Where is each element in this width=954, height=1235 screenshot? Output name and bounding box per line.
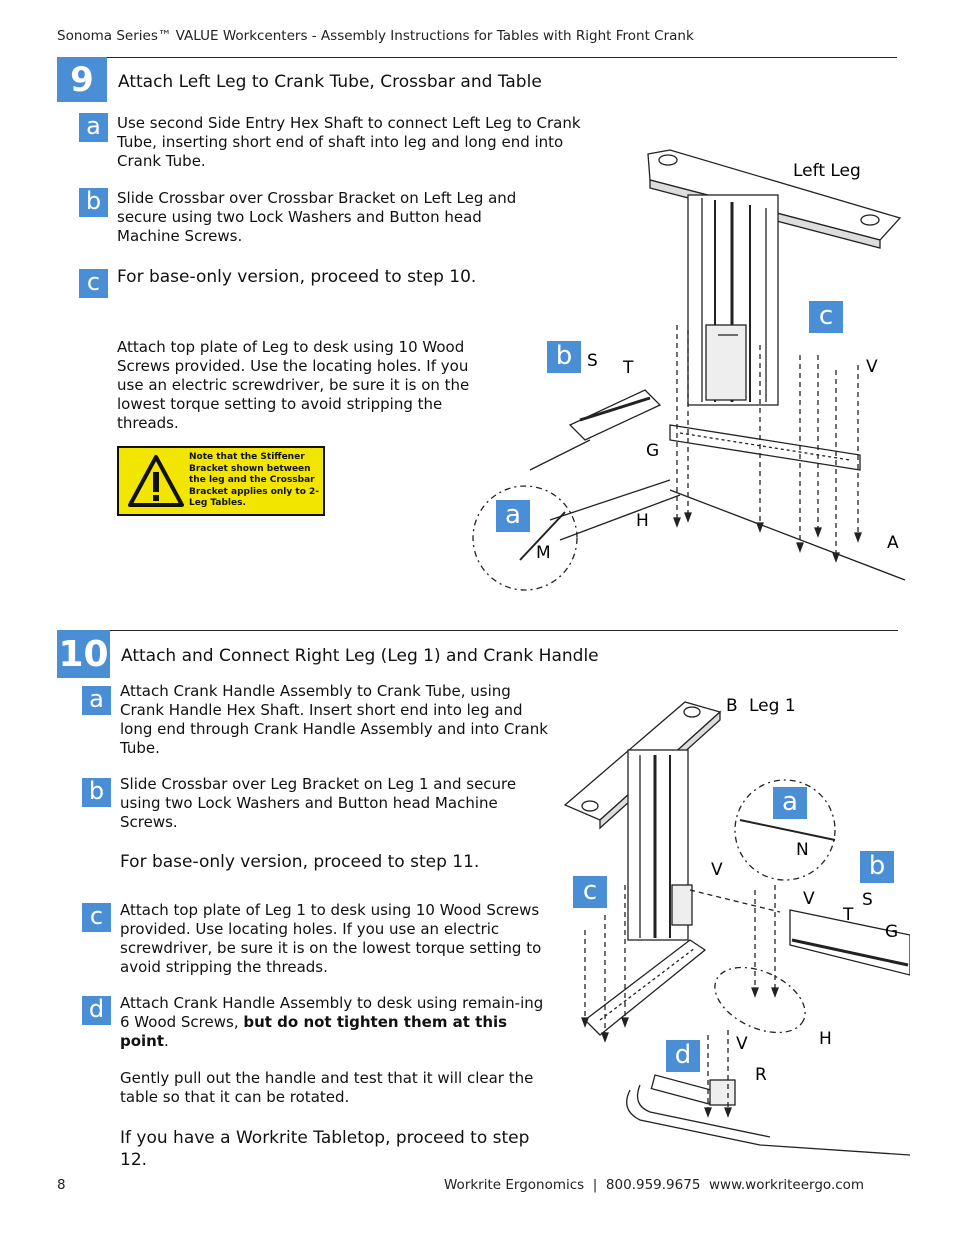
label-g: G — [646, 441, 660, 461]
warning-icon — [127, 454, 185, 508]
step-10-a-text: Attach Crank Handle Assembly to Crank Tube, using Crank Handle Hex Shaft. Insert short end into leg and long end through Crank Handle Assembly and into Crank Tube. — [120, 682, 548, 757]
step-10-d-text-pre: Attach Crank Handle Assembly to desk using remain-ing 6 Wood Screws, — [120, 994, 544, 1031]
step-9-a-text: Use second Side Entry Hex Shaft to connect Left Leg to Crank Tube, inserting short end of shaft into leg and long end into Crank Tube. — [117, 114, 581, 170]
step-10-d-text-bold: but do not tighten them at this point — [120, 1013, 508, 1050]
step-10-d-proceed: If you have a Workrite Tabletop, proceed to step 12. — [120, 1128, 530, 1170]
label-left-leg: Left Leg — [793, 161, 861, 181]
step-10-b-text: Slide Crossbar over Leg Bracket on Leg 1 and secure using two Lock Washers and Button head Machine Screws. — [120, 775, 517, 831]
step-9-a-badge: a — [79, 113, 108, 142]
step-10-rule — [110, 630, 898, 631]
diagram-10-b-badge: b — [860, 851, 894, 883]
step-10-title: Attach and Connect Right Leg (Leg 1) and Crank Handle — [121, 646, 599, 666]
diagram-10-c-badge: c — [573, 876, 607, 908]
footer-company: Workrite Ergonomics | 800.959.9675 www.workriteergo.com — [444, 1177, 865, 1193]
label-t: T — [623, 358, 634, 378]
step-10-d-badge: d — [82, 996, 111, 1025]
label-v1: V — [711, 860, 723, 880]
label-v: V — [866, 357, 878, 377]
label-leg1: Leg 1 — [749, 696, 796, 716]
left-leg-diagram — [470, 140, 910, 600]
step-10-c-text: Attach top plate of Leg 1 to desk using 10 Wood Screws provided. Use locating holes. If you use an electric screwdriver, be sure it is on the lowest torque setting to avoid stripping the threads. — [120, 901, 542, 976]
label-g2: G — [885, 922, 899, 942]
step-10-c-badge: c — [82, 903, 111, 932]
step-10-b-proceed: For base-only version, proceed to step 11. — [120, 852, 480, 872]
step-10-d-text2: Gently pull out the handle and test that it will clear the table so that it can be rotated. — [120, 1069, 534, 1106]
warning-text: Note that the Stiffener Bracket shown between the leg and the Crossbar Bracket applies only to 2-Leg Tables. — [189, 452, 320, 508]
step-9-title: Attach Left Leg to Crank Tube, Crossbar and Table — [118, 72, 542, 92]
diagram-9-c-badge: c — [809, 301, 843, 333]
step-10-d-text-post: . — [164, 1032, 169, 1050]
step-10-a-badge: a — [82, 686, 111, 715]
label-s2: S — [862, 890, 873, 910]
label-h2: H — [819, 1029, 832, 1049]
step-9-c-text: For base-only version, proceed to step 10. — [117, 267, 477, 287]
page-number: 8 — [57, 1177, 66, 1193]
step-9-b-text: Slide Crossbar over Crossbar Bracket on Left Leg and secure using two Lock Washers and Button head Machine Screws. — [117, 189, 517, 245]
step-9-number: 9 — [57, 57, 107, 102]
step-10-b-badge: b — [82, 778, 111, 807]
leg1-diagram — [560, 690, 910, 1160]
diagram-9-b-badge: b — [547, 341, 581, 373]
document-header: Sonoma Series™ VALUE Workcenters - Assembly Instructions for Tables with Right Front Crank — [57, 28, 694, 44]
warning-box — [117, 446, 325, 516]
label-v3: V — [736, 1034, 748, 1054]
step-9-rule — [107, 57, 897, 58]
diagram-9-a-badge: a — [496, 500, 530, 532]
step-10-number: 10 — [57, 630, 110, 678]
label-h: H — [636, 511, 649, 531]
step-10-d-text — [120, 994, 555, 1051]
label-r: R — [755, 1065, 767, 1085]
label-m: M — [536, 543, 551, 563]
label-s: S — [587, 351, 598, 371]
diagram-10-d-badge: d — [666, 1040, 700, 1072]
label-v2: V — [803, 889, 815, 909]
label-n: N — [796, 840, 809, 860]
label-t2: T — [843, 905, 854, 925]
step-9-b-badge: b — [79, 188, 108, 217]
label-a: A — [887, 533, 899, 553]
step-9-c-badge: c — [79, 269, 108, 298]
label-b: B — [726, 696, 738, 716]
diagram-10-a-badge: a — [773, 787, 807, 819]
step-9-c-detail: Attach top plate of Leg to desk using 10 Wood Screws provided. Use the locating holes. If you use an electric screwdriver, be sure it is on the lowest torque setting to avoid stripping the threads. — [117, 338, 470, 432]
